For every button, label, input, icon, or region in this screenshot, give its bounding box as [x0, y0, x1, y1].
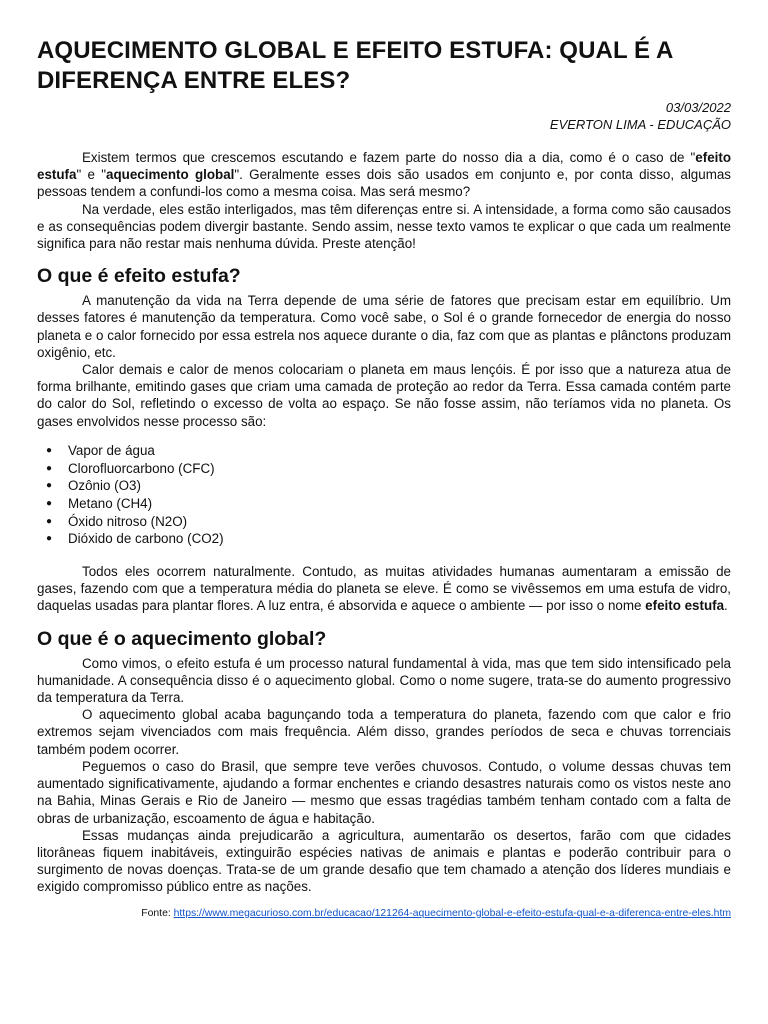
bullet-icon: ●: [46, 462, 53, 474]
source-label: Fonte:: [141, 907, 174, 919]
section1-paragraph-2: Calor demais e calor de menos colocariam o planeta em maus lençóis. É por isso que a natureza atua de forma brilhante, emitindo gases que criam uma camada de proteção ao redor da Terra. Essa camada contém parte do calor do Sol, refletindo o excesso de volta ao espaço. Se não fosse assim, não teríamos vida no planeta. Os gases envolvidos nesse processo são:: [37, 362, 731, 429]
bullet-icon: ●: [46, 515, 53, 527]
source-citation: [37, 907, 731, 921]
gases-list: [37, 442, 731, 548]
bullet-icon: ●: [46, 480, 53, 492]
document-title: AQUECIMENTO GLOBAL E EFEITO ESTUFA: QUAL É A DIFERENÇA ENTRE ELES?: [37, 37, 673, 94]
section1-paragraph-1: A manutenção da vida na Terra depende de uma série de fatores que precisam estar em equilíbrio. Um desses fatores é manutenção da temperatura. Como você sabe, o Sol é o grande fornecedor de energia do nosso planeta e o calor fornecido por essa estrela nos aquece durante o dia, faz com que as plantas e plânctons produzam oxigênio, etc.: [37, 293, 731, 360]
section2-paragraph-1: Como vimos, o efeito estufa é um processo natural fundamental à vida, mas que tem sido intensificado pela humanidade. A consequência disso é o aquecimento global. Como o nome sugere, trata-se do aumento progressivo da temperatura da Terra.: [37, 655, 731, 706]
term-efeito-estufa: efeito estufa: [37, 150, 731, 183]
section-heading-efeito-estufa: O que é efeito estufa?: [37, 265, 241, 288]
section-heading-aquecimento-global: O que é o aquecimento global?: [37, 627, 327, 650]
term-efeito-estufa-2: efeito estufa: [645, 598, 725, 614]
source-link[interactable]: https://www.megacurioso.com.br/educacao/121264-aquecimento-global-e-efeito-estufa-qual-e-a-diferenca-entre-eles.htm: [173, 907, 731, 919]
intro-paragraph-1: Existem termos que crescemos escutando e fazem parte do nosso dia a dia, como é o caso de "efeito estufa" e "aquecimento global". Geralmente esses dois são usados em conjunto e, por conta disso, algumas pessoas tendem a confundi-los como a mesma coisa. Mas será mesmo?: [37, 150, 731, 200]
section2-paragraph-3: Peguemos o caso do Brasil, que sempre teve verões chuvosos. Contudo, o volume dessas chuvas tem aumentado significativamente, ajudando a formar enchentes e criando desastres naturais como os vistos neste ano na Bahia, Minas Gerais e Rio de Janeiro — mesmo que essas tragédias também tenham contado com a falta de obras de urbanização, escoamento de água e habitação.: [37, 758, 731, 826]
article-body: [37, 149, 731, 921]
term-aquecimento-global: aquecimento global: [106, 167, 235, 183]
document-meta: [37, 99, 731, 133]
list-item: ● Clorofluorcarbono (CFC): [46, 460, 215, 476]
bullet-icon: ●: [46, 497, 53, 509]
intro-paragraph-2: Na verdade, eles estão interligados, mas têm diferenças entre si. A intensidade, a forma como são causados e as consequências podem divergir bastante. Sendo assim, nesse texto vamos te explicar o que cada um realmente significa para não restar mais nenhuma dúvida. Preste atenção!: [37, 201, 731, 252]
list-item: ● Dióxido de carbono (CO2): [46, 531, 224, 547]
byline: EVERTON LIMA - EDUCAÇÃO: [549, 117, 731, 132]
bullet-icon: ●: [46, 533, 53, 545]
list-item: ● Metano (CH4): [46, 495, 153, 511]
section1-paragraph-3: Todos eles ocorrem naturalmente. Contudo, as muitas atividades humanas aumentaram a emissão de gases, fazendo com que a temperatura média do planeta se eleve. É como se vivêssemos em uma estufa de vidro, daquelas usadas para plantar flores. A luz entra, é absorvida e aquece o ambiente — por isso o nome efeito estufa.: [37, 564, 731, 614]
publish-date: 03/03/2022: [665, 100, 731, 115]
list-item: ● Ozônio (O3): [46, 478, 141, 494]
list-item: ● Vapor de água: [46, 442, 155, 458]
section2-paragraph-4: Essas mudanças ainda prejudicarão a agricultura, aumentarão os desertos, farão com que cidades litorâneas fiquem inabitáveis, extinguirão espécies nativas de animais e plantas e poderão contribuir para o surgimento de novas doenças. Trata-se de um grande desafio que tem chamado a atenção dos líderes mundiais e exigido compromisso público entre as nações.: [37, 827, 731, 895]
list-item: ● Óxido nitroso (N2O): [46, 513, 188, 529]
section2-paragraph-2: O aquecimento global acaba bagunçando toda a temperatura do planeta, fazendo com que calor e frio extremos sejam vivenciados com mais frequência. Além disso, grandes períodos de seca e chuvas torrenciais também podem ocorrer.: [37, 707, 731, 757]
bullet-icon: ●: [46, 444, 53, 456]
